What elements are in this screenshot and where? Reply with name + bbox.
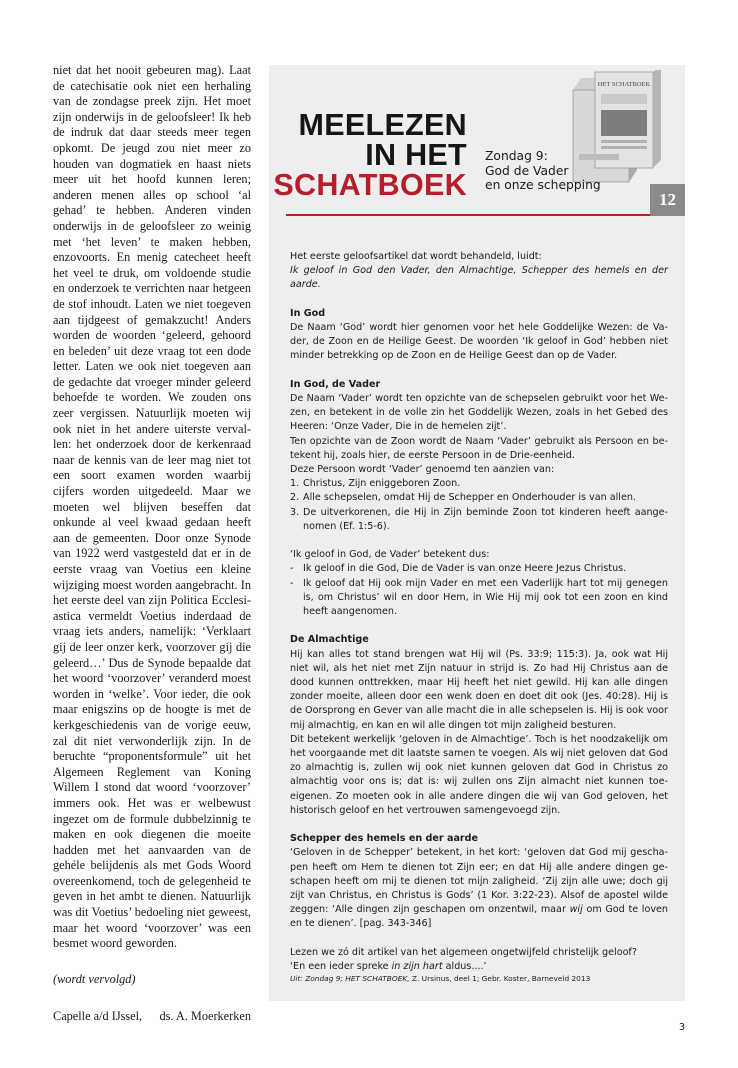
episode-badge: 12 (650, 184, 685, 216)
list-marker: 1. (290, 478, 300, 490)
vader-paragraph-1: De Naam ‘Vader’ wordt ten opzichte van de schepselen gebruikt voor het Wezen, en betekent in de volle zin het Goddelijk Wezen, zoals in het Gebed des Heeren: ‘Onze Vader, Die in de hemelen zijt’. (290, 393, 668, 433)
list-item-text: Christus, Zijn eniggeboren Zoon. (303, 478, 461, 490)
column-title (273, 110, 467, 200)
header-divider (286, 214, 650, 216)
vader-paragraph-4: ‘Ik geloof in God, de Vader’ betekent dus: (290, 549, 490, 561)
list-item (290, 477, 668, 491)
intro: Het eerste geloofsartikel dat wordt behandeld, luidt: (290, 251, 542, 262)
list-item (290, 506, 668, 534)
closing-line-1: Lezen we zó dit artikel van het algemeen ongetwijfeld christelijk geloof? (290, 946, 637, 958)
left-column-article (53, 63, 251, 1025)
schepper-paragraph (290, 846, 668, 931)
source-title: Uit: Zondag 9; HET SCHATBOEK, (290, 974, 410, 984)
list-item-text: De uitverkorenen, die Hij in Zijn beminde Zoon tot kinderen heeft aangenomen (Ef. 1:5-6). (303, 506, 668, 532)
almachtige-paragraph-2: Dit betekent werkelijk ‘geloven in de Almachtige’. Toch is het noodzakelijk om het voorgaande met dit laatste samen te voegen. Als wij niet geloven dat God zo almachtig is, zullen wij ook niet kunnen geloven dat God in Christus zo almachtig voor ons is; dat is: wij zullen ons Zijn almacht niet kunnen toeeigenen. Zo moeten ook in alle andere dingen die wij van God geloven, het historisch geloof en het vertrouwen samengevoegd zijn. (290, 733, 668, 816)
list-marker: 3. (290, 506, 300, 518)
subtitle-line-1: Zondag 9: (485, 149, 548, 163)
source-details: Z. Ursinus, deel 1; Gebr. Koster, Barneveld 2013 (409, 974, 591, 984)
column-subtitle (485, 149, 601, 193)
vader-paragraph-3: Deze Persoon wordt ‘Vader’ genoemd ten aanzien van: (290, 464, 555, 476)
vader-paragraph-2: Ten opzichte van de Zoon wordt de Naam ‘Vader’ gebruikt als Persoon en betekent hij, zoals hier, de eerste Persoon in de Drie-eenheid. (290, 435, 668, 461)
list-item (290, 562, 668, 576)
list-item-text: Alle schepselen, omdat Hij de Schepper en Onderhouder is van allen. (303, 492, 636, 504)
left-column-text: niet dat het nooit gebeuren mag). Laat de catechisatie ook niet een herhaling van de zondagse preek zijn. Het moet zijn onderwijs in de geloofsleer! Ik heb de indruk dat daar steeds meer tegen opkomt. De jeugd zou niet meer zo houden van dogmatiek en haast niets meer uit het hoofd kunnen leren; anderen menen alles op school ‘al gehad’ te hebben. Anderen vinden onderwijs in de geloofsleer zo weinig met ‘het leven’ te maken hebben, enzovoorts. En menig catecheet heeft het veel te druk, om voldoende studie en onderzoek te verrichten naar hetgeen de stof inhoudt. Laten we niet toegeven aan tijdgeest of gemakzucht! Anders worden de woorden ‘geleerd, gehoord en beleden’ uit deze vraag tot een dode letter. Laten we ook niet toegeven aan de gedachte dat vroeger minder geleerd behoefde te worden. We zouden ons zeer vergissen. Natuurlijk moeten wij ook niet in het andere uiterste vervallen: het onderzoek door de kerkenraad naar de kennis van de leer mag niet tot een soort examen worden waarbij cijfers worden uitgedeeld. Maar we moeten wel blijven beseffen dat onkunde al veel kwaad gedaan heeft aan de gemeenten. Door onze Synode van 1922 werd vastgesteld dat er in de eerste vraag van Voetius een kleine wijziging moest worden aangebracht. In het eerste deel van zijn Politica Ecclesiastica vermeldt Voetius inderdaad de vraag iets anders, namelijk: ‘Verklaart gij de leer onzer kerk, voorzover gij die geleerd…’ Dus de Synode bepaalde dat het woord ‘voorzover’ veranderd moest worden in ‘welke’. Voor ieder, die ook maar enigszins op de hoogte is met de kerkgeschiedenis van de vorige eeuw, zal dit niet verwonderlijk zijn. In de beruchte “proponentsformule” uit het Algemeen Reglement van Koning Willem I stond dat woord ‘voorzover’ immers ook. Het was er welbewust ingezet om de formule dubbelzinnig te maken en ook diegenen die moeite hadden met het aanvaarden van de gehéle belijdenis als met Gods Woord overeenkomend, toch de gelegenheid te geven in het ambt te dienen. Natuurlijk was dit Voetius’ bedoeling niet geweest, maar het woord ‘voorzover’ was een besmet woord geworden. (53, 63, 251, 951)
column-header (269, 65, 685, 215)
source-citation (290, 974, 668, 984)
intro-quote-text: Ik geloof in God den Vader, den Almachtige, Schepper des hemels en der aarde. (290, 265, 668, 291)
signature (53, 1009, 251, 1025)
vader-numbered-list (290, 477, 668, 534)
schepper-text-b: om God te loven en te dienen’. [pag. 343-346] (290, 904, 668, 930)
almachtige-paragraph-1: Hij kan alles tot stand brengen wat Hij wil (Ps. 33:9; 115:3). Ja, ook wat Hij niet wil, als het niet met Zijn natuur in strijd is. Zo had Hij Christus aan de dood kunnen onttrekken, maar Hij heeft het niet gewild. Hij kan alle dingen zonder moeite, alleen door een wenk doen en doet dit ook (Jes. 40:28). Hij is de Oorsprong en Gever van alle macht die in alle schepselen is. Hij is ook voor mij almachtig, en kan en wil alle dingen tot mijn zaligheid besturen. (290, 648, 668, 731)
closing-text-emphasis: in zijn hart (391, 961, 443, 973)
signature-place: Capelle a/d IJssel, (53, 1009, 143, 1024)
page-number: 3 (679, 1022, 686, 1033)
title-line-3: SCHATBOEK (273, 168, 467, 202)
list-marker: - (290, 577, 294, 589)
section-heading-in-god: In God (290, 307, 326, 319)
continued-note: (wordt vervolgd) (53, 971, 136, 986)
section-heading-in-god-de-vader: In God, de Vader (290, 378, 381, 390)
list-item-text: Ik geloof dat Hij ook mijn Vader en met een Vaderlijk hart tot mij genegen is, om Christus’ wil en door Hem, in Wie Hij mij ook tot een zoon en kind heeft aangenomen. (303, 577, 668, 618)
vader-dash-list (290, 562, 668, 619)
closing-line-2 (290, 960, 668, 974)
schepper-text-a: ‘Geloven in de Schepper’ betekent, in het kort: ‘geloven dat God mij geschapen heeft om Hem te dienen tot Zijn eer; en dat Hij alle andere dingen geschapen heeft om mij te dienen tot mijn zaligheid. ‘Zij zijn alle uwe; doch gij zijt van Christus, en Christus is Gods’ (1 Kor. 3:22-23). Alsof de apostel wilde zeggen: ‘Alle dingen zijn geschapen om onzentwil, maar (290, 847, 668, 916)
section-text-in-god: De Naam ‘God’ wordt hier genomen voor het hele Goddelijke Wezen: de Vader, de Zoon en de Heilige Geest. De woorden ‘Ik geloof in God’ hebben niet minder betrekking op de Zoon en de Heilige Geest dan op de Vader. (290, 322, 668, 362)
title-line-1: MEELEZEN (298, 108, 467, 142)
closing-text-b: aldus....’ (442, 961, 487, 973)
section-heading-de-almachtige: De Almachtige (290, 634, 369, 646)
title-line-2: IN HET (365, 138, 467, 172)
signature-author: ds. A. Moerkerken (159, 1009, 251, 1024)
subtitle-line-2: God de Vader (485, 163, 569, 178)
schepper-text-emphasis: wij (569, 904, 583, 916)
book-spine-title: HET SCHATBOEK (597, 81, 651, 88)
subtitle-line-3: en onze schepping (485, 178, 601, 192)
list-item (290, 491, 668, 505)
intro-quote (290, 264, 668, 292)
list-item (290, 577, 668, 620)
closing-text-a: ‘En een ieder spreke (290, 961, 392, 973)
section-heading-schepper: Schepper des hemels en der aarde (290, 833, 479, 845)
list-marker: 2. (290, 492, 300, 504)
article-body (290, 250, 668, 984)
list-marker: - (290, 563, 294, 575)
list-item-text: Ik geloof in die God, Die de Vader is van onze Heere Jezus Christus. (303, 563, 627, 575)
